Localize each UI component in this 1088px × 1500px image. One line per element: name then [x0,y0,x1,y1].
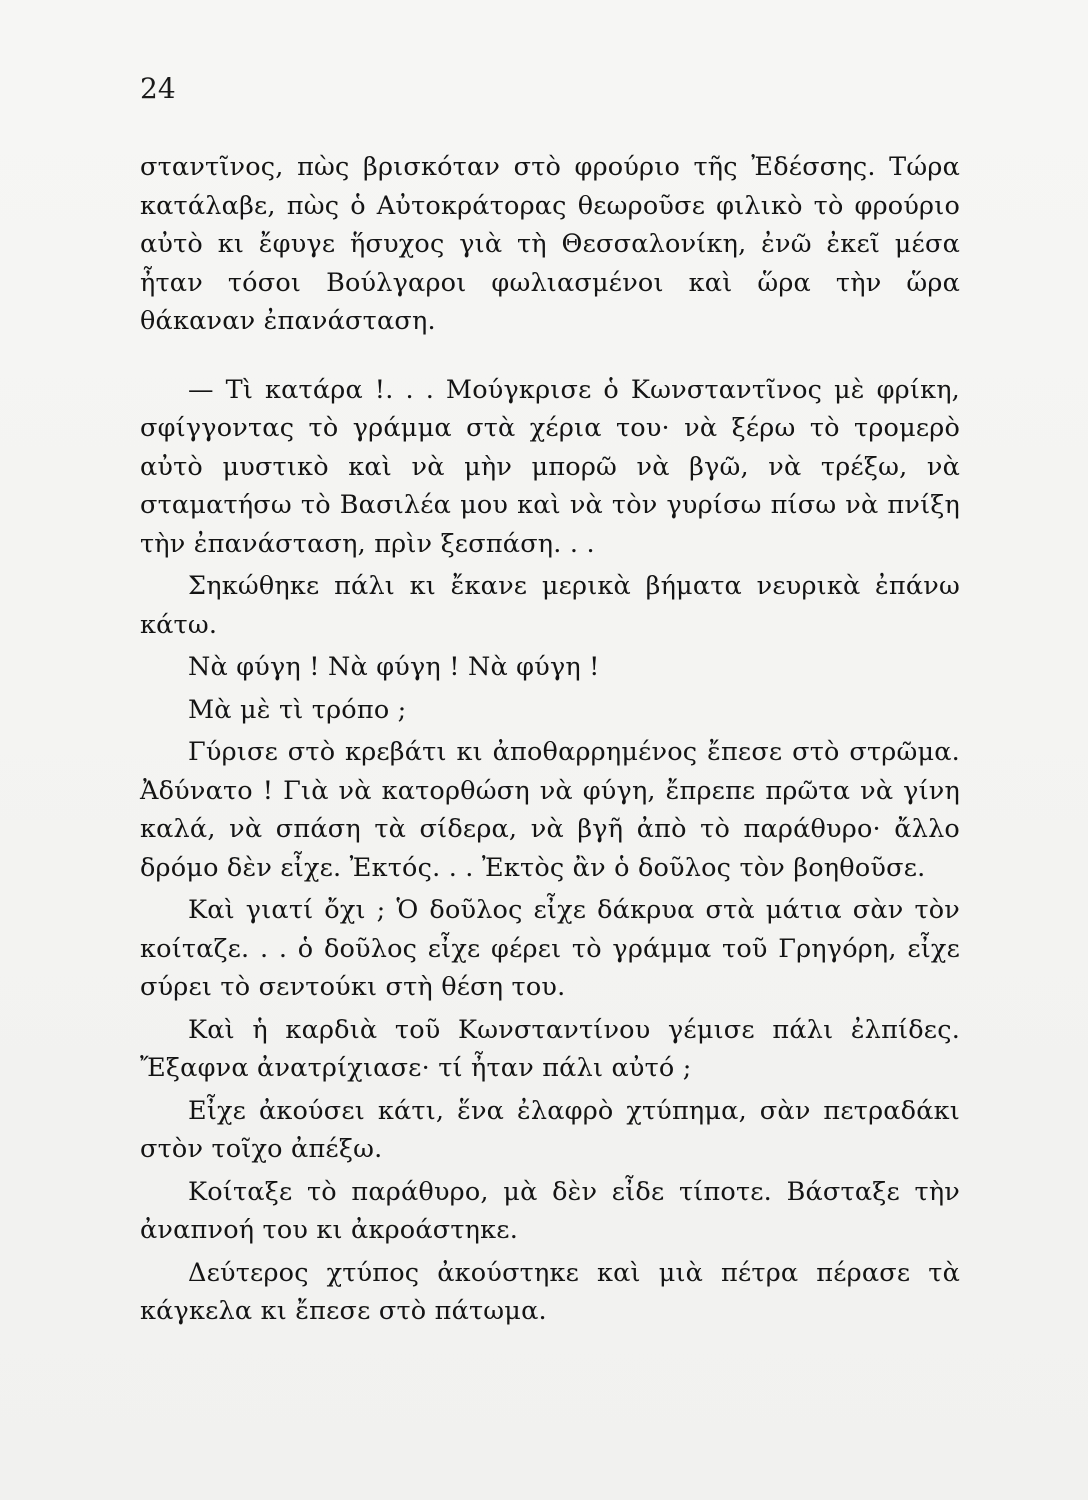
paragraph: Κοίταξε τὸ παράθυρο, μὰ δὲν εἶδε τίποτε. Βάσταξε τὴν ἀναπνοή του κι ἀκροάστηκε. [140,1176,960,1245]
paragraph: Νὰ φύγη ! Νὰ φύγη ! Νὰ φύγη ! [188,652,600,682]
paragraph: Καὶ γιατί ὄχι ; Ὁ δοῦλος εἶχε δάκρυα στὰ μάτια σὰν τὸν κοίταζε. . . ὁ δοῦλος εἶχε φέρει τὸ γράμμα τοῦ Γρηγόρη, εἶχε σύρει τὸ σεντούκι στὴ θέση του. [140,895,960,1002]
paragraph: Δεύτερος χτύπος ἀκούστηκε καὶ μιὰ πέτρα πέρασε τὰ κάγκελα κι ἔπεσε στὸ πάτωμα. [140,1257,960,1326]
paragraph: Εἶχε ἀκούσει κάτι, ἕνα ἐλαφρὸ χτύπημα, σὰν πετραδάκι στὸν τοῖχο ἀπέξω. [140,1095,960,1164]
page-number: 24 [140,72,176,105]
paragraph: Καὶ ἡ καρδιὰ τοῦ Κωνσταντίνου γέμισε πάλι ἐλπίδες. Ἔξαφνα ἀνατρίχιασε· τί ἦταν πάλι αὐτό ; [140,1014,960,1083]
paragraph: Μὰ μὲ τὶ τρόπο ; [188,694,407,725]
paragraph: Σηκώθηκε πάλι κι ἔκανε μερικὰ βήματα νευρικὰ ἐπάνω κάτω. [140,571,960,640]
paragraph: — Τὶ κατάρα !. . . Μούγκρισε ὁ Κωνσταντῖνος μὲ φρίκη, σφίγγοντας τὸ γράμμα στὰ χέρια του· νὰ ξέρω τὸ τρομερὸ αὐτὸ μυστικὸ καὶ νὰ μὴν μπορῶ νὰ βγῶ, νὰ τρέξω, νὰ σταματήσω τὸ Βασιλέα μου καὶ νὰ τὸν γυρίσω πίσω νὰ πνίξη τὴν ἐπανάσταση, πρὶν ξεσπάση. . . [140,374,960,559]
body-text [140,148,960,1335]
paragraph: σταντῖνος, πὼς βρισκόταν στὸ φρούριο τῆς Ἐδέσσης. Τώρα κατάλαβε, πὼς ὁ Αὐτοκράτορας θεωροῦσε φιλικὸ τὸ φρούριο αὐτὸ κι ἔφυγε ἥσυχος γιὰ τὴ Θεσσαλονίκη, ἐνῶ ἐκεῖ μέσα ἦταν τόσοι Βούλγαροι φωλιασμένοι καὶ ὥρα τὴν ὥρα θάκαναν ἐπανάσταση. [140,152,960,336]
paragraph: Γύρισε στὸ κρεβάτι κι ἀποθαρρημένος ἔπεσε στὸ στρῶμα. Ἀδύνατο ! Γιὰ νὰ κατορθώση νὰ φύγη, ἔπρεπε πρῶτα νὰ γίνη καλά, νὰ σπάση τὰ σίδερα, νὰ βγῆ ἀπὸ τὸ παράθυρο· ἄλλο δρόμο δὲν εἶχε. Ἐκτός. . . Ἐκτὸς ἂν ὁ δοῦλος τὸν βοηθοῦσε. [140,737,960,883]
